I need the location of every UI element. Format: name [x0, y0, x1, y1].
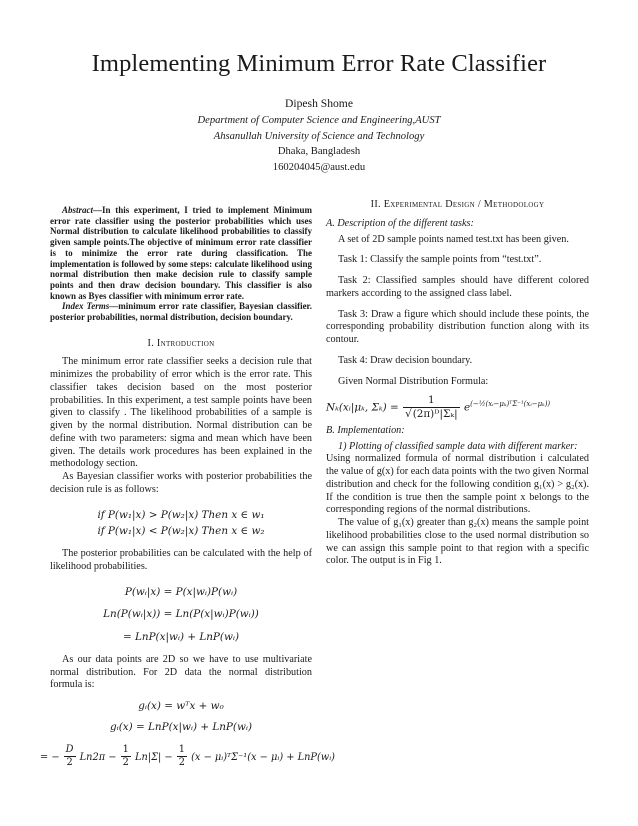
task-description: A set of 2D sample points named test.txt has been given. — [338, 233, 569, 245]
disc3-fraction: $\frac{D}{2}$ — [65, 743, 74, 769]
abstract-label: Abstract — [62, 205, 94, 215]
intro-paragraph-4: As our data points are 2D so we have to use multivariate normal distribution. For 2D data the normal distribution formula is: — [50, 653, 312, 691]
abstract-paragraph — [50, 205, 312, 301]
disc3-part-3: (x − μᵢ)ᵀΣ⁻¹(x − μᵢ) + LnP(wᵢ) — [191, 751, 335, 763]
author-block — [0, 96, 638, 176]
author-name: Dipesh Shome — [285, 97, 353, 110]
intro-paragraph-2: As Bayesian classifier works with posterior probabilities the decision rule is as follows: — [50, 471, 312, 495]
author-department: Department of Computer Science and Engineering,AUST — [197, 114, 441, 126]
subsubsection-1-heading: 1) Plotting of classified sample data with different marker: — [338, 440, 578, 452]
disc3-prefix: = − — [40, 751, 60, 763]
task-3: Task 3: Draw a figure which should include these points, the corresponding probability distribution function along with its contour. — [326, 308, 589, 345]
implementation-paragraph-1: Using normalized formula of normal distribution i calculated the value of g(x) for each data points with the two given Normal distribution and check for the following condition g₁(x) > g₂(x). If the condition is true then the sample point x belongs to the corresponding regions of the normal distributions. — [326, 453, 589, 516]
given-formula-label: Given Normal Distribution Formula: — [338, 375, 489, 387]
left-column — [40, 205, 335, 780]
normal-distribution-equation — [326, 394, 589, 421]
intro-paragraph-3: The posterior probabilities can be calculated with the help of likelihood probabilities. — [50, 548, 312, 572]
disc3-part-1: Ln2π − — [79, 751, 117, 763]
discriminant-equation-3 — [40, 743, 335, 771]
disc3-part-2: Ln|Σ| − — [134, 751, 173, 763]
abstract-text: —In this experiment, I tried to implement Minimum error rate classifier using the posterior probabilities which uses Normal distribution to calculate likelihood probabilities to classify given sample points.The objective of minimum error rate classifier is to minimize the error rate during classification. The implementation is followed by some steps: calculate likelihood using normal distribution then make decision rule to classify sample points and then draw decision boundary. This classifier is also known as Byes classifier with minimum error rate. — [50, 205, 312, 301]
posterior-equation-1: P(wᵢ|x) = P(x|wᵢ)P(wᵢ) — [124, 585, 238, 598]
disc3-half-1: $\frac{1}{2}$ — [122, 743, 129, 769]
index-terms-text: —minimum error rate classifier, Bayesian classifier. posterior probabilities, normal distribution, decision boundary. — [50, 301, 312, 323]
implementation-paragraph-2: The value of g₁(x) greater than g₂(x) means the sample point likelihood probabilities close to the used normal distribution so we can assign this sample point to that region with a specific color. The output is in Fig 1. — [326, 517, 589, 567]
normal-lhs: Nₖ(xᵢ|μₖ, Σₖ) = — [326, 401, 399, 414]
normal-exponent: (−½(xᵢ−μₖ)ᵀΣ⁻¹(xᵢ−μₖ)) — [470, 400, 551, 409]
author-email: 160204045@aust.edu — [272, 162, 366, 174]
decision-rule-2: if P(w₁|x) < P(w₂|x) Then x ∈ w₂ — [97, 525, 265, 538]
intro-heading: I. Introduction — [147, 337, 215, 349]
intro-paragraph-1: The minimum error rate classifier seeks a decision rule that minimizes the probability of error which is the error rate. This classifier takes decision based on the most posterior probabilities. In this experiment, a test sample points have been given to classify . The likelihood probabilities of a sample is given by the normal distribution. Normal distribution can be define with two parameters: sigma and mean which have been given. The details work procedures has been explained in the methodology section. — [50, 356, 312, 470]
subsection-a-heading: A. Description of the different tasks: — [326, 217, 474, 229]
subsection-b-heading: B. Implementation: — [326, 424, 405, 436]
paper-title: Implementing Minimum Error Rate Classifier — [91, 50, 547, 77]
task-2: Task 2: Classified samples should have different colored markers according to the assigned class label. — [326, 275, 589, 299]
index-terms-label: Index Terms — [62, 301, 110, 312]
discriminant-equation-2: gᵢ(x) = LnP(x|wᵢ) + LnP(wᵢ) — [109, 720, 253, 733]
task-4: Task 4: Draw decision boundary. — [338, 354, 473, 366]
methodology-heading: II. Experimental Design / Methodology — [370, 199, 545, 210]
index-terms — [50, 301, 312, 322]
disc3-half-2: $\frac{1}{2}$ — [178, 743, 185, 769]
normal-exp-base: e — [463, 401, 471, 414]
author-university: Ahsanullah University of Science and Technology — [213, 130, 425, 142]
right-column — [326, 199, 589, 568]
decision-rule-1: if P(w₁|x) > P(w₂|x) Then x ∈ w₁ — [97, 508, 265, 521]
discriminant-equation-1: gᵢ(x) = wᵀx + w₀ — [138, 700, 224, 713]
normal-fraction: $\frac{1}{\text{√(2π)ᴰ|Σₖ|}}$ — [405, 394, 458, 420]
task-1: Task 1: Classify the sample points from “test.txt”. — [338, 254, 542, 266]
author-city: Dhaka, Bangladesh — [277, 146, 361, 158]
abstract — [50, 205, 312, 323]
posterior-equation-3: = LnP(x|wᵢ) + LnP(wᵢ) — [122, 631, 240, 644]
posterior-equation-2: Ln(P(wᵢ|x)) = Ln(P(x|wᵢ)P(wᵢ)) — [103, 608, 259, 621]
